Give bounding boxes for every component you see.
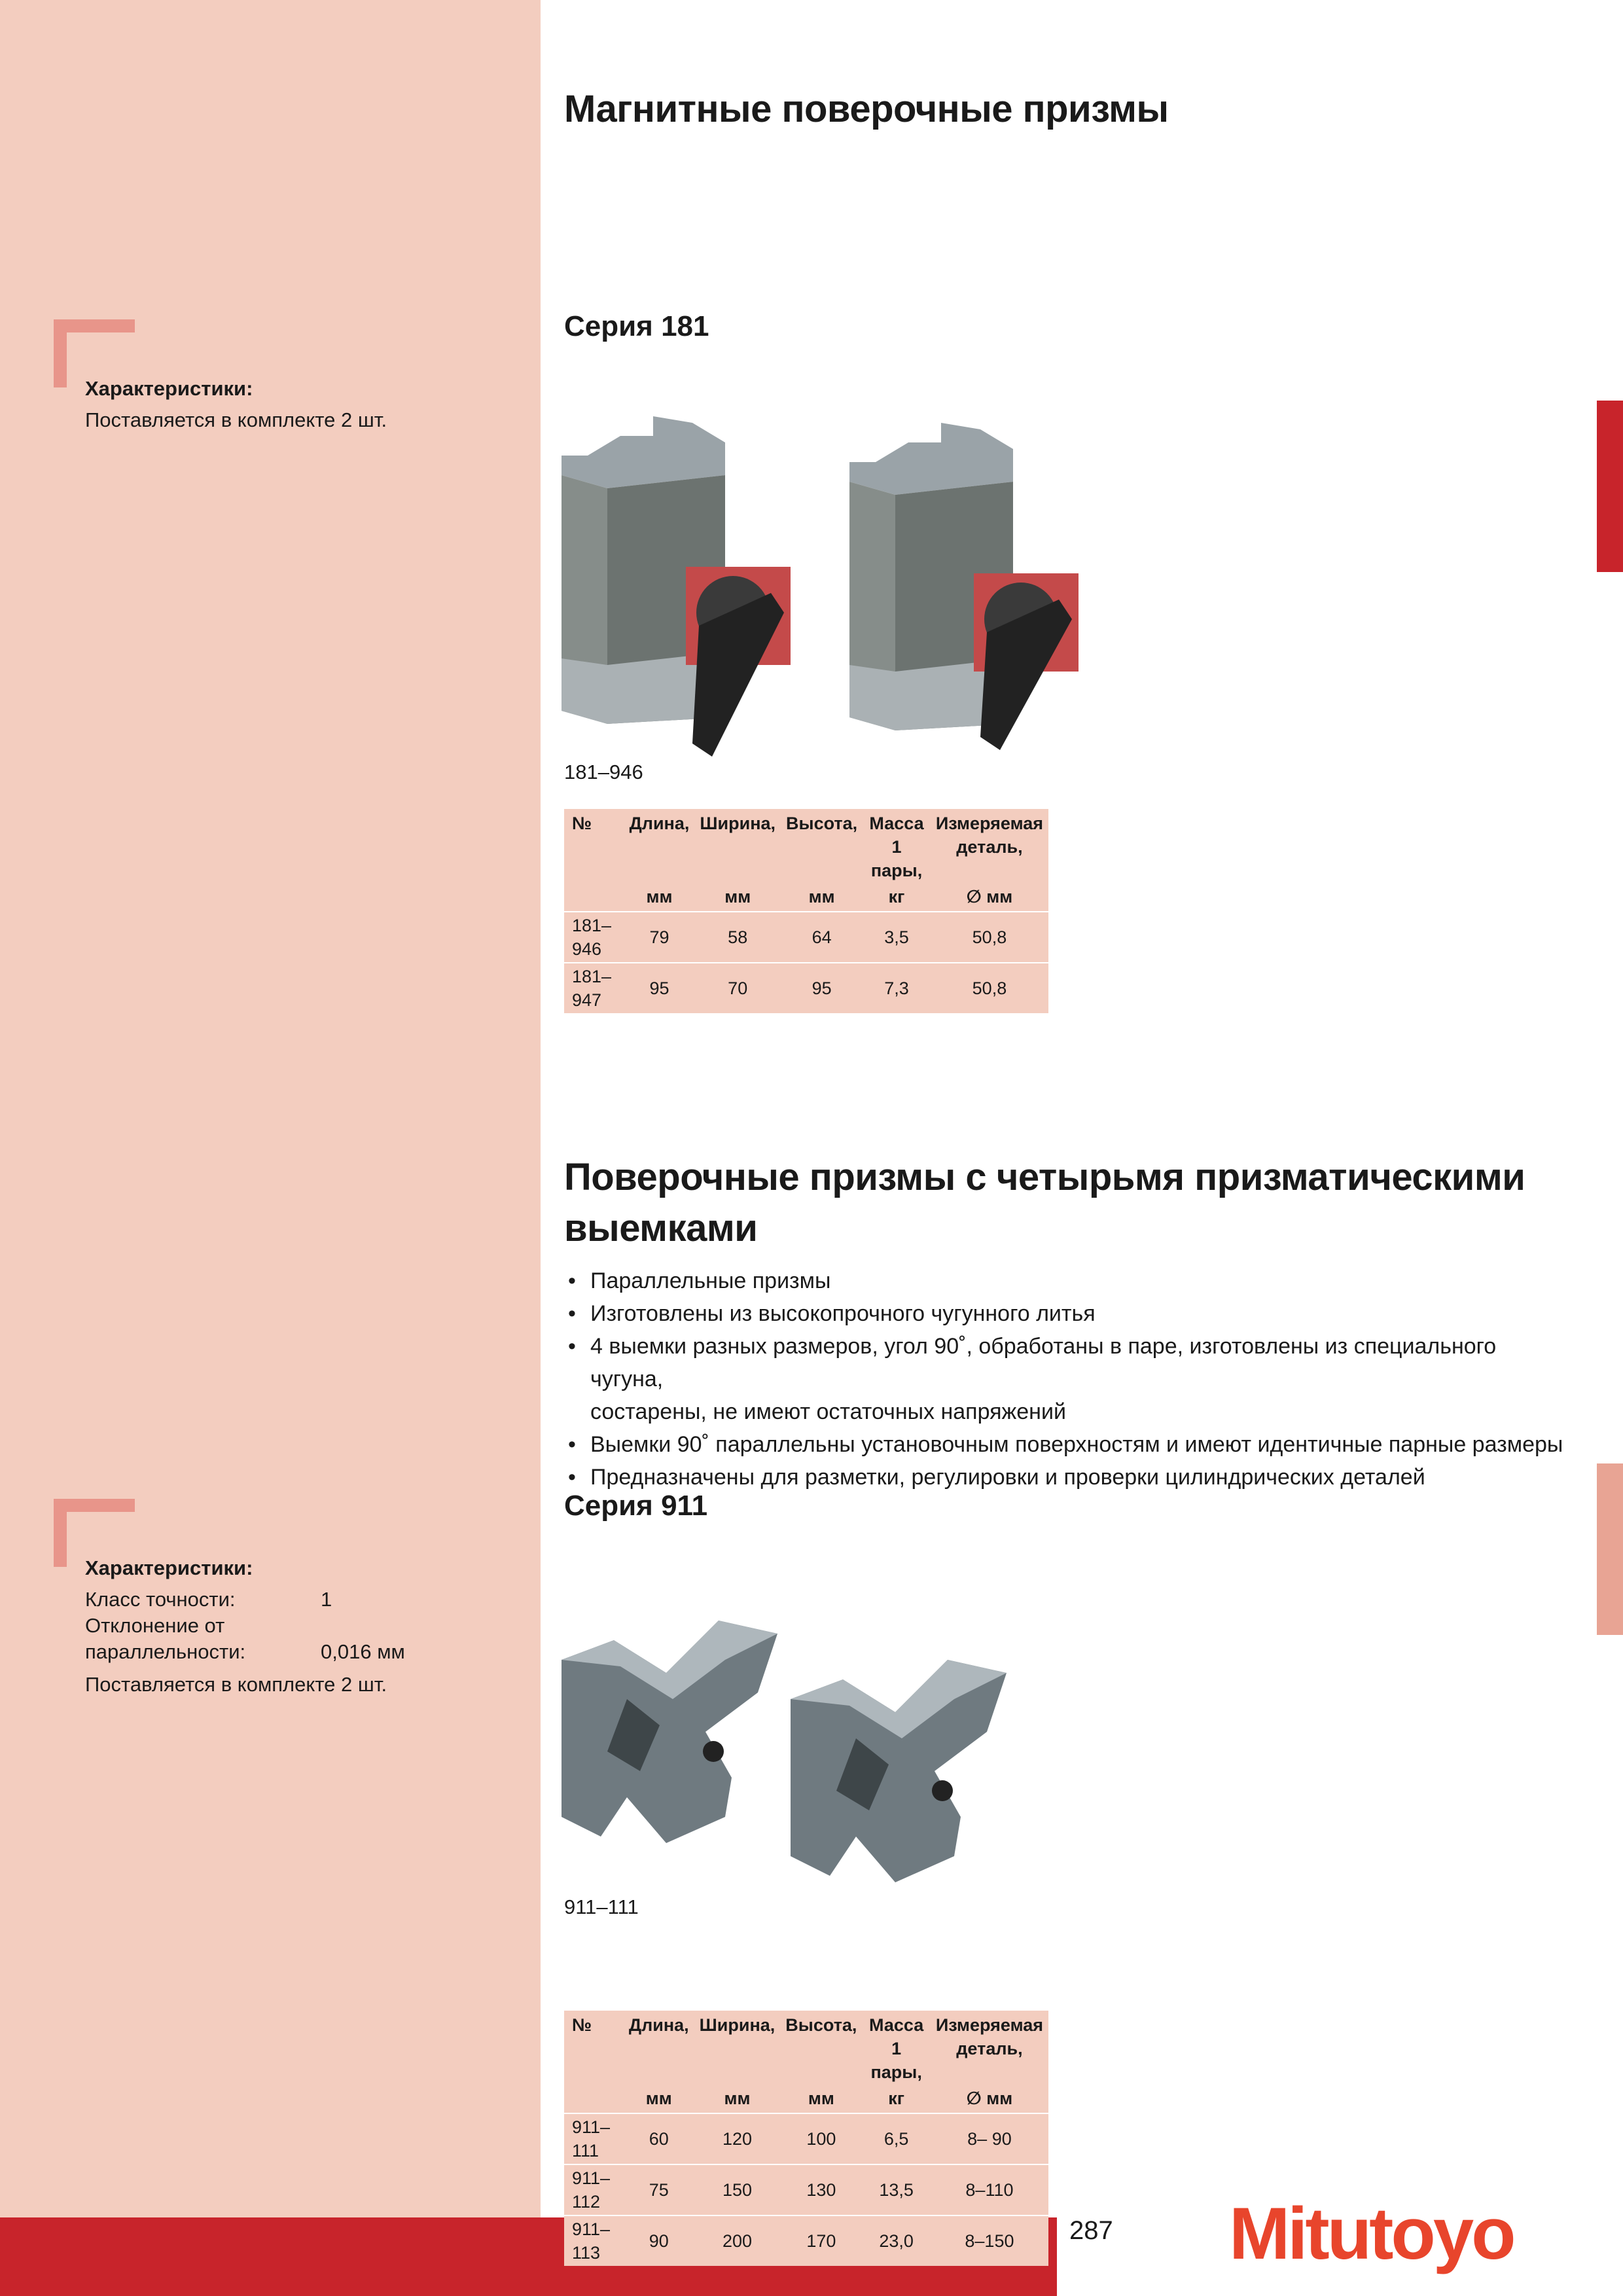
section2-title xyxy=(564,1152,1525,1254)
table-row xyxy=(564,2164,1048,2215)
specs-note: Поставляется в комплекте 2 шт. xyxy=(85,408,387,431)
unit-mass: кг xyxy=(888,2089,905,2108)
specs-heading: Характеристики: xyxy=(85,1556,253,1579)
col-number: № xyxy=(572,2015,592,2035)
col-diameter: Измеряемая деталь, xyxy=(935,2015,1043,2058)
cell-width: 120 xyxy=(694,2113,781,2164)
cell-height: 170 xyxy=(780,2215,862,2266)
unit-height: мм xyxy=(808,2089,834,2108)
specs-heading: Характеристики: xyxy=(85,377,253,400)
spec-label: параллельности: xyxy=(85,1640,246,1663)
section2-spec-table xyxy=(564,2011,1048,2266)
col-width: Ширина, xyxy=(700,814,776,833)
cell-diameter: 50,8 xyxy=(931,912,1048,963)
section1-title: Магнитные поверочные призмы xyxy=(564,88,1169,130)
cell-length: 95 xyxy=(624,963,695,1013)
spec-value: 0,016 мм xyxy=(321,1640,405,1663)
list-item: • Предназначены для разметки, регулировки и проверки цилиндрических деталей xyxy=(564,1461,1572,1494)
unit-diameter: ∅ мм xyxy=(966,2089,1013,2108)
section2-title-line2: выемками xyxy=(564,1207,758,1249)
spec-value: 1 xyxy=(321,1588,332,1611)
spec-label: Класс точности: xyxy=(85,1588,236,1611)
list-item: • Выемки 90˚ параллельны установочным поверхностям и имеют идентичные парные размеры xyxy=(564,1428,1572,1461)
section2-feature-list xyxy=(564,1265,1572,1494)
unit-length: мм xyxy=(645,2089,672,2108)
unit-number xyxy=(564,2087,624,2113)
side-tab-pink xyxy=(1597,1463,1623,1635)
cell-number: 181–947 xyxy=(564,963,624,1013)
cell-mass: 6,5 xyxy=(862,2113,930,2164)
unit-length: мм xyxy=(646,887,673,906)
cell-height: 95 xyxy=(781,963,863,1013)
cell-width: 58 xyxy=(694,912,781,963)
x-block-left xyxy=(562,1621,777,1843)
section1-specs xyxy=(85,376,387,433)
table-row xyxy=(564,2113,1048,2164)
cell-number: 911–111 xyxy=(564,2113,624,2164)
cell-height: 64 xyxy=(781,912,863,963)
cell-diameter: 8–150 xyxy=(931,2215,1048,2266)
specs-note: Поставляется в комплекте 2 шт. xyxy=(85,1673,387,1696)
cell-width: 200 xyxy=(694,2215,781,2266)
cell-mass: 7,3 xyxy=(863,963,931,1013)
section2-title-line1: Поверочные призмы с четырьмя призматическими xyxy=(564,1156,1525,1198)
col-number: № xyxy=(572,814,592,833)
unit-width: мм xyxy=(724,2089,751,2108)
cell-mass: 23,0 xyxy=(862,2215,930,2266)
col-height: Высота, xyxy=(786,814,858,833)
specs-grid xyxy=(85,1587,405,1665)
unit-number xyxy=(564,885,624,912)
section2-photo-caption: 911–111 xyxy=(564,1895,639,1918)
section1-photo-caption: 181–946 xyxy=(564,761,643,783)
v-block-left xyxy=(562,416,791,757)
page-number: 287 xyxy=(1069,2216,1113,2245)
v-block-right xyxy=(849,423,1079,750)
cell-length: 60 xyxy=(624,2113,694,2164)
unit-mass: кг xyxy=(888,887,905,906)
spec-value xyxy=(321,1613,405,1639)
cell-height: 100 xyxy=(780,2113,862,2164)
list-item: • Параллельные призмы xyxy=(564,1265,1572,1297)
mitutoyo-logo: Mitutoyo xyxy=(1229,2193,1514,2274)
col-mass: Масса 1 пары, xyxy=(869,814,924,880)
table-units-row xyxy=(564,2087,1048,2113)
section2-series: Серия 911 xyxy=(564,1490,708,1522)
unit-diameter: ∅ мм xyxy=(966,887,1013,906)
cell-diameter: 8–110 xyxy=(931,2164,1048,2215)
unit-height: мм xyxy=(808,887,835,906)
cell-height: 130 xyxy=(780,2164,862,2215)
table-row xyxy=(564,912,1048,963)
cell-number: 911–112 xyxy=(564,2164,624,2215)
section1-series: Серия 181 xyxy=(564,310,709,342)
list-item: • 4 выемки разных размеров, угол 90˚, обработаны в паре, изготовлены из специального чугуна, xyxy=(564,1330,1572,1395)
col-width: Ширина, xyxy=(699,2015,776,2035)
x-block-right xyxy=(791,1660,1007,1882)
cell-length: 90 xyxy=(624,2215,694,2266)
table-units-row xyxy=(564,885,1048,912)
cell-diameter: 8– 90 xyxy=(931,2113,1048,2164)
section1-spec-table xyxy=(564,809,1048,1013)
section2-specs xyxy=(85,1555,405,1698)
col-length: Длина, xyxy=(629,814,690,833)
cell-width: 70 xyxy=(694,963,781,1013)
table-row xyxy=(564,2215,1048,2266)
cell-length: 79 xyxy=(624,912,695,963)
cell-diameter: 50,8 xyxy=(931,963,1048,1013)
cell-length: 75 xyxy=(624,2164,694,2215)
spec-label: Отклонение от xyxy=(85,1614,225,1637)
unit-width: мм xyxy=(724,887,751,906)
col-diameter: Измеряемая деталь, xyxy=(935,814,1043,857)
table-row xyxy=(564,963,1048,1013)
cell-number: 911–113 xyxy=(564,2215,624,2266)
col-height: Высота, xyxy=(785,2015,857,2035)
four-groove-v-block-photo xyxy=(562,1621,1072,1889)
side-tab-red xyxy=(1597,401,1623,572)
magnetic-v-block-photo xyxy=(562,416,1079,757)
list-item: • Изготовлены из высокопрочного чугунного литья xyxy=(564,1297,1572,1330)
col-mass: Масса 1 пары, xyxy=(869,2015,924,2082)
table-header-row xyxy=(564,809,1048,885)
col-length: Длина, xyxy=(628,2015,689,2035)
cell-mass: 13,5 xyxy=(862,2164,930,2215)
cell-width: 150 xyxy=(694,2164,781,2215)
cell-number: 181–946 xyxy=(564,912,624,963)
cell-mass: 3,5 xyxy=(863,912,931,963)
list-item-continuation: состарены, не имеют остаточных напряжений xyxy=(590,1399,1066,1424)
table-header-row xyxy=(564,2011,1048,2087)
